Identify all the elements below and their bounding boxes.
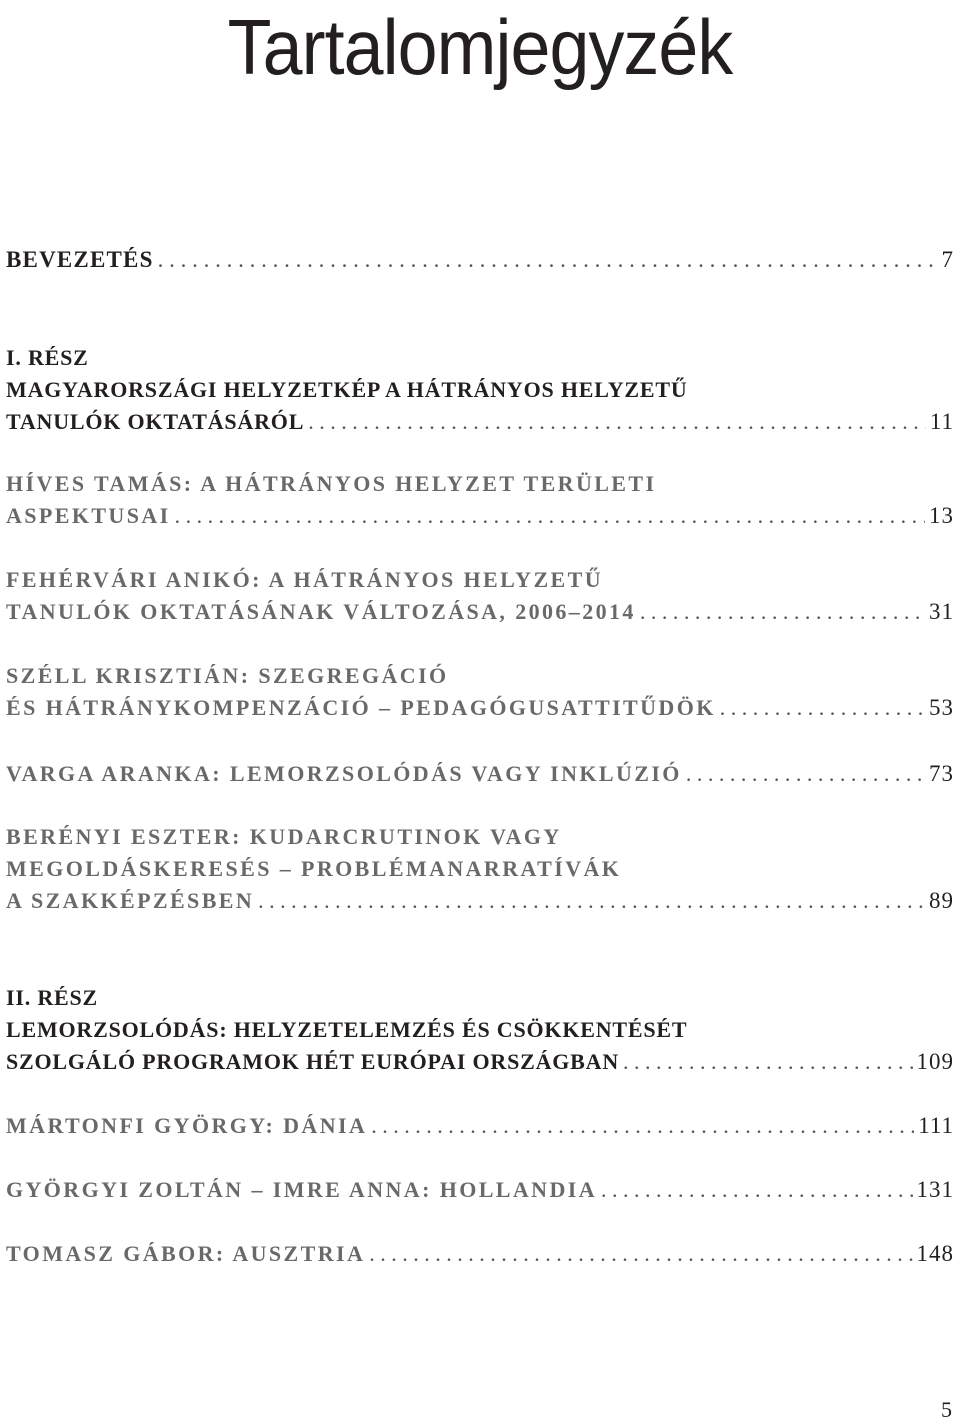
toc-entry-title: LEMORZSOLÓDÁS: HELYZETELEMZÉS ÉS CSÖKKENTÉSÉT: [6, 1017, 688, 1042]
dot-leader: [623, 1046, 912, 1078]
toc-entry-part-2[interactable]: [6, 982, 954, 1078]
toc-entry-szell[interactable]: [6, 660, 954, 724]
toc-page-number: 111: [918, 1113, 954, 1138]
dot-leader: [369, 1238, 912, 1270]
page-number: 5: [941, 1397, 952, 1422]
toc-entry-title: MAGYARORSZÁGI HELYZETKÉP A HÁTRÁNYOS HELYZETŰ: [6, 377, 688, 402]
dot-leader: [158, 244, 938, 276]
toc-entry-title: MEGOLDÁSKERESÉS – PROBLÉMANARRATÍVÁK: [6, 856, 622, 881]
toc-entry-title: ASPEKTUSAI: [6, 503, 171, 528]
dot-leader: [720, 692, 925, 724]
toc-entry-tomasz[interactable]: [6, 1238, 954, 1270]
toc-page-number: 31: [929, 599, 954, 624]
toc-page-number: 7: [941, 247, 954, 272]
dot-leader: [601, 1174, 913, 1206]
toc-entry-part-1[interactable]: [6, 342, 954, 438]
toc-entry-title: BERÉNYI ESZTER: KUDARCRUTINOK VAGY: [6, 824, 562, 849]
toc-entry-gyorgyi-imre[interactable]: [6, 1174, 954, 1206]
toc-entry-martonfi[interactable]: [6, 1110, 954, 1142]
toc-entry-title: FEHÉRVÁRI ANIKÓ: A HÁTRÁNYOS HELYZETŰ: [6, 567, 603, 592]
toc-entry-title: SZOLGÁLÓ PROGRAMOK HÉT EURÓPAI ORSZÁGBAN: [6, 1049, 620, 1074]
toc-page-number: 109: [916, 1049, 954, 1074]
toc-entry-title: ÉS HÁTRÁNYKOMPENZÁCIÓ – PEDAGÓGUSATTITŰDÖK: [6, 695, 716, 720]
toc-entry-bevezetes[interactable]: [6, 244, 954, 276]
toc-entry-hives[interactable]: [6, 468, 954, 532]
toc-entry-title: HÍVES TAMÁS: A HÁTRÁNYOS HELYZET TERÜLETI: [6, 471, 657, 496]
toc-page-number: 89: [929, 888, 954, 913]
dot-leader: [371, 1110, 914, 1142]
toc-entry-title: BEVEZETÉS: [6, 247, 154, 272]
toc-entry-title: VARGA ARANKA: LEMORZSOLÓDÁS VAGY INKLÚZIÓ: [6, 761, 682, 786]
toc-entry-title: SZÉLL KRISZTIÁN: SZEGREGÁCIÓ: [6, 663, 449, 688]
toc-entry-title: TANULÓK OKTATÁSÁRÓL: [6, 409, 305, 434]
dot-leader: [258, 885, 925, 917]
toc-page-number: 13: [929, 503, 954, 528]
toc-page-number: 131: [916, 1177, 954, 1202]
dot-leader: [640, 596, 925, 628]
toc-entry-fehervari[interactable]: [6, 564, 954, 628]
toc-entry-varga[interactable]: [6, 758, 954, 790]
toc-entry-berenyi[interactable]: [6, 821, 954, 917]
toc-entry-title: GYÖRGYI ZOLTÁN – IMRE ANNA: HOLLANDIA: [6, 1177, 597, 1202]
toc-page-number: 148: [916, 1241, 954, 1266]
toc-entry-title: TANULÓK OKTATÁSÁNAK VÁLTOZÁSA, 2006–2014: [6, 599, 636, 624]
part-label: I. RÉSZ: [6, 345, 89, 370]
toc-page-number: 11: [929, 409, 954, 434]
toc-page-number: 73: [929, 761, 954, 786]
part-label: II. RÉSZ: [6, 985, 98, 1010]
dot-leader: [308, 406, 926, 438]
page-title: Tartalomjegyzék: [227, 3, 733, 91]
toc-entry-title: TOMASZ GÁBOR: AUSZTRIA: [6, 1241, 366, 1266]
toc-page-number: 53: [929, 695, 954, 720]
toc-entry-title: A SZAKKÉPZÉSBEN: [6, 888, 255, 913]
dot-leader: [175, 500, 925, 532]
dot-leader: [686, 758, 925, 790]
toc-entry-title: MÁRTONFI GYÖRGY: DÁNIA: [6, 1113, 368, 1138]
